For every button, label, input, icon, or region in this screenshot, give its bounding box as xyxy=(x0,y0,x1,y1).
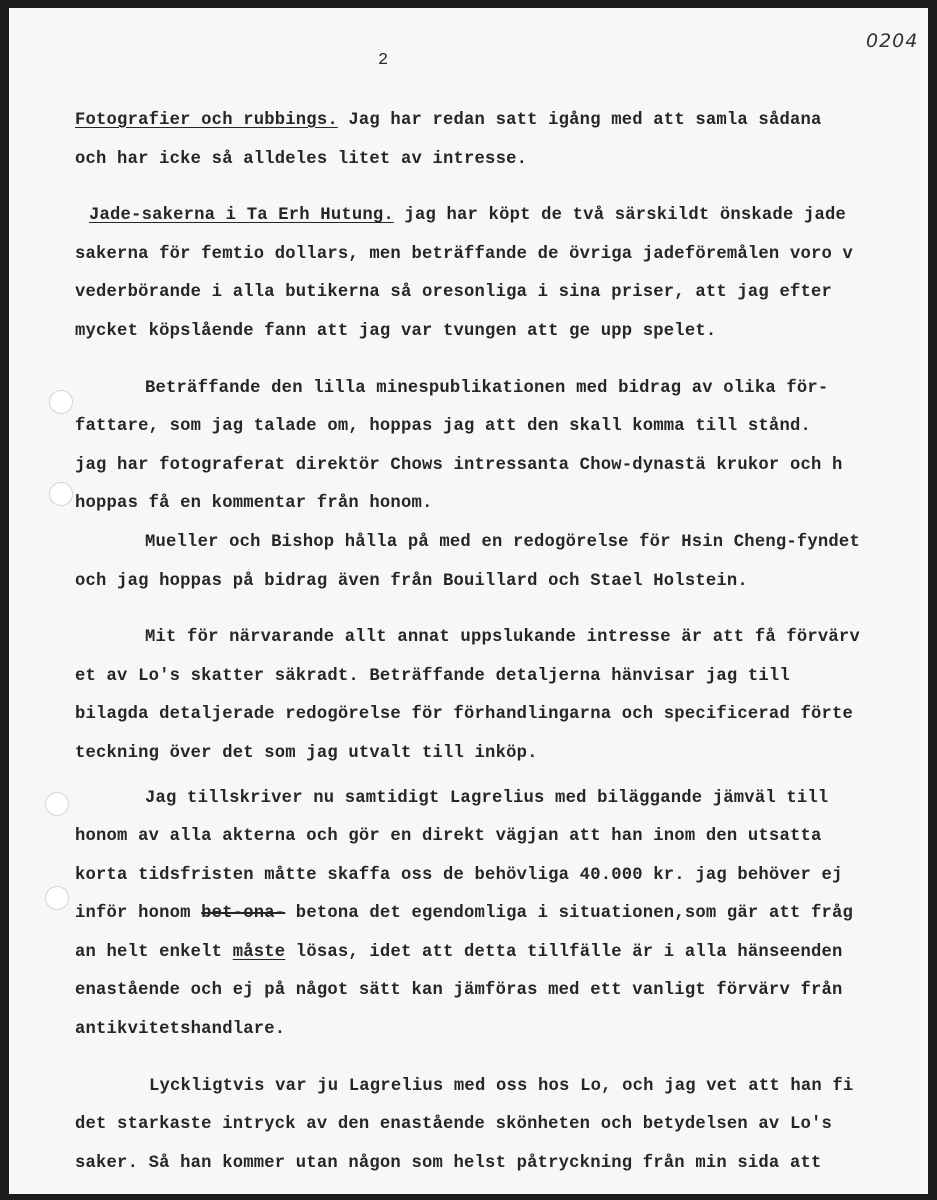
text-line: mycket köpslående fann att jag var tvungen att ge upp spelet. xyxy=(75,321,717,341)
text-line: honom av alla akterna och gör en direkt vägjan att han inom den utsatta xyxy=(75,827,822,847)
text-line: teckning över det som jag utvalt till inköp. xyxy=(75,743,538,763)
text-line: och har icke så alldeles litet av intresse. xyxy=(75,149,528,169)
archive-number: 0204 xyxy=(866,30,919,52)
text-line: Jag tillskriver nu samtidigt Lagrelius med biläggande jämväl till xyxy=(145,788,829,808)
underlined-word: måste xyxy=(232,942,286,962)
text-line: jag har fotograferat direktör Chows intressanta Chow-dynastä krukor och h xyxy=(75,455,843,475)
text-line: Jade-sakerna i Ta Erh Hutung. jag har köpt de två särskildt önskade jade xyxy=(89,206,847,226)
text-line: fattare, som jag talade om, hoppas jag att den skall komma till stånd. xyxy=(75,417,811,437)
punch-hole xyxy=(49,482,73,506)
text-line: hoppas få en kommentar från honom. xyxy=(75,494,433,514)
punch-hole xyxy=(45,886,69,910)
section-heading: Fotografier och rubbings. xyxy=(75,111,338,130)
text-line: korta tidsfristen måtte skaffa oss de behövliga 40.000 kr. jag behöver ej xyxy=(75,865,843,885)
struck-word: bet-ona- xyxy=(201,904,286,924)
text-line: och jag hoppas på bidrag även från Bouillard och Stael Holstein. xyxy=(75,571,748,591)
text-line: Mueller och Bishop hålla på med en redogörelse för Hsin Cheng-fyndet xyxy=(145,532,860,552)
text-line: det starkaste intryck av den enastående skönheten och betydelsen av Lo's xyxy=(75,1115,833,1135)
text-line: vederbörande i alla butikerna så oresonliga i sina priser, att jag efter xyxy=(75,283,833,303)
text-line: Beträffande den lilla minespublikationen med bidrag av olika för- xyxy=(145,378,829,398)
text-line: inför honom bet-ona- betona det egendomliga i situationen,som gär att fråg xyxy=(75,904,854,924)
typed-text-body xyxy=(75,102,915,1183)
text-line: bilagda detaljerade redogörelse för förhandlingarna och specificerad förte xyxy=(75,705,854,725)
text-line: et av Lo's skatter säkradt. Beträffande detaljerna hänvisar jag till xyxy=(75,666,790,686)
text-line: Mit för närvarande allt annat uppslukande intresse är att få förvärv xyxy=(145,628,860,648)
page-number: 2 xyxy=(378,51,389,70)
text-line: antikvitetshandlare. xyxy=(75,1020,286,1040)
text-line: an helt enkelt måste lösas, idet att detta tillfälle är i alla hänseenden xyxy=(75,942,843,962)
section-heading: Jade-sakerna i Ta Erh Hutung. xyxy=(89,206,394,226)
text-line: Fotografier och rubbings. Jag har redan satt igång med att samla sådana xyxy=(75,111,822,130)
text-line: Lyckligtvis var ju Lagrelius med oss hos Lo, och jag vet att han fi xyxy=(149,1076,854,1096)
text-line: enastående och ej på något sätt kan jämföras med ett vanligt förvärv från xyxy=(75,981,843,1001)
text-line: sakerna för femtio dollars, men beträffande de övriga jadeföremålen voro v xyxy=(75,244,854,264)
document-page xyxy=(9,8,928,1194)
text-line: saker. Så han kommer utan någon som helst påtryckning från min sida att xyxy=(75,1153,822,1173)
punch-hole xyxy=(49,390,73,414)
punch-hole xyxy=(45,792,69,816)
